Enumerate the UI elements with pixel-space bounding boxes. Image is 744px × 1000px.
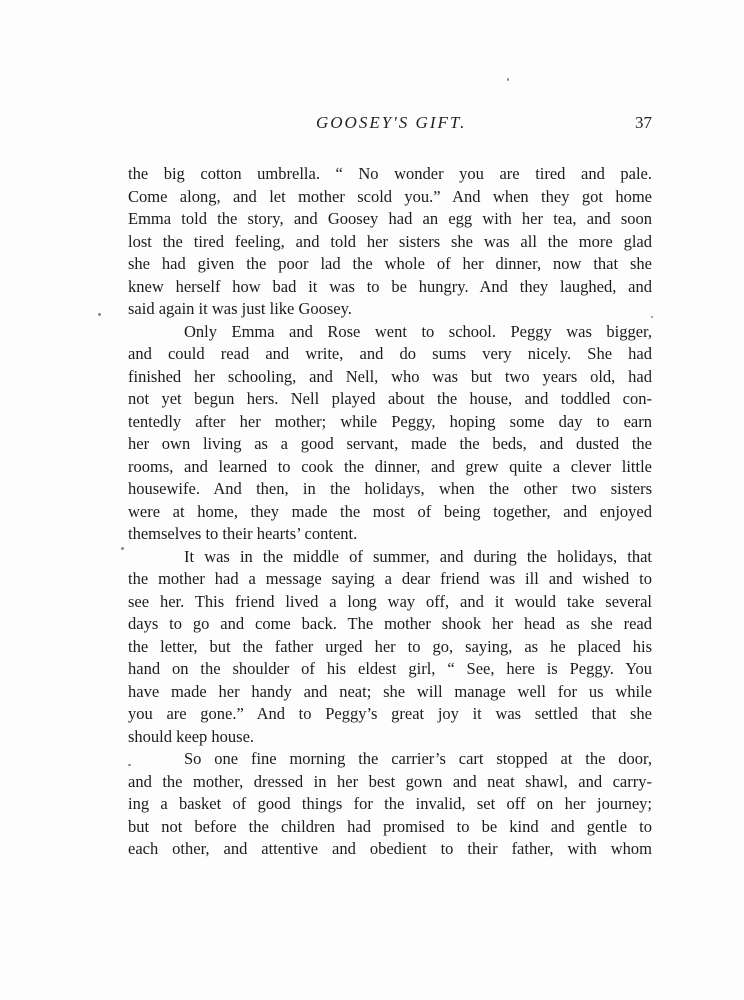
body-text (128, 163, 652, 861)
text-line: rooms, and learned to cook the dinner, and grew quite a clever little (128, 456, 652, 476)
text-line: were at home, they made the most of being together, and enjoyed (128, 501, 652, 521)
text-line: you are gone.” And to Peggy’s great joy it was settled that she (128, 704, 652, 723)
text-line: but not before the children had promised to be kind and gentle to (128, 816, 652, 836)
text-line: days to go and come back. The mother shook her head as she read (128, 614, 652, 633)
text-line: tentedly after her mother; while Peggy, hoping some day to earn (128, 411, 652, 431)
scan-speck (98, 313, 101, 316)
text-line: should keep house. (128, 726, 255, 746)
page-header (128, 113, 652, 141)
text-line: each other, and attentive and obedient to their father, with whom (128, 839, 652, 858)
text-line: themselves to their hearts’ content. (128, 524, 358, 543)
text-line: lost the tired feeling, and told her sisters she was all the more glad (128, 231, 652, 251)
text-line: have made her handy and neat; she will manage well for us while (128, 681, 652, 701)
text-line: hand on the shoulder of his eldest girl, “ See, here is Peggy. You (128, 659, 652, 678)
scan-speck (651, 316, 653, 318)
text-line: the letter, but the father urged her to go, saying, as he placed his (128, 636, 652, 656)
text-line: Only Emma and Rose went to school. Peggy was bigger, (184, 321, 652, 341)
text-line: housewife. And then, in the holidays, when the other two sisters (128, 479, 652, 498)
scan-speck (128, 764, 131, 766)
text-line: and the mother, dressed in her best gown and neat shawl, and carry- (128, 771, 652, 791)
scan-speck (507, 78, 509, 81)
text-line: and could read and write, and do sums very nicely. She had (128, 344, 652, 363)
text-line: ing a basket of good things for the invalid, set off on her journey; (128, 794, 652, 813)
text-line: Come along, and let mother scold you.” And when they got home (128, 186, 652, 206)
text-line: It was in the middle of summer, and during the holidays, that (184, 546, 652, 566)
text-line: said again it was just like Goosey. (128, 299, 352, 318)
text-line: So one fine morning the carrier’s cart stopped at the door, (184, 749, 652, 768)
text-line: her own living as a good servant, made the beds, and dusted the (128, 434, 652, 453)
text-line: finished her schooling, and Nell, who was but two years old, had (128, 366, 652, 386)
text-line: not yet begun hers. Nell played about the house, and toddled con- (128, 389, 652, 408)
text-line: she had given the poor lad the whole of her dinner, now that she (128, 254, 652, 273)
text-line: the big cotton umbrella. “ No wonder you are tired and pale. (128, 164, 652, 183)
scan-speck (121, 547, 124, 550)
running-title: GOOSEY'S GIFT. (316, 113, 467, 132)
page-number: 37 (635, 113, 652, 132)
text-line: see her. This friend lived a long way off, and it would take several (128, 591, 652, 611)
text-line: Emma told the story, and Goosey had an egg with her tea, and soon (128, 209, 652, 228)
text-line: the mother had a message saying a dear friend was ill and wished to (128, 569, 652, 588)
text-line: knew herself how bad it was to be hungry. And they laughed, and (128, 276, 652, 296)
